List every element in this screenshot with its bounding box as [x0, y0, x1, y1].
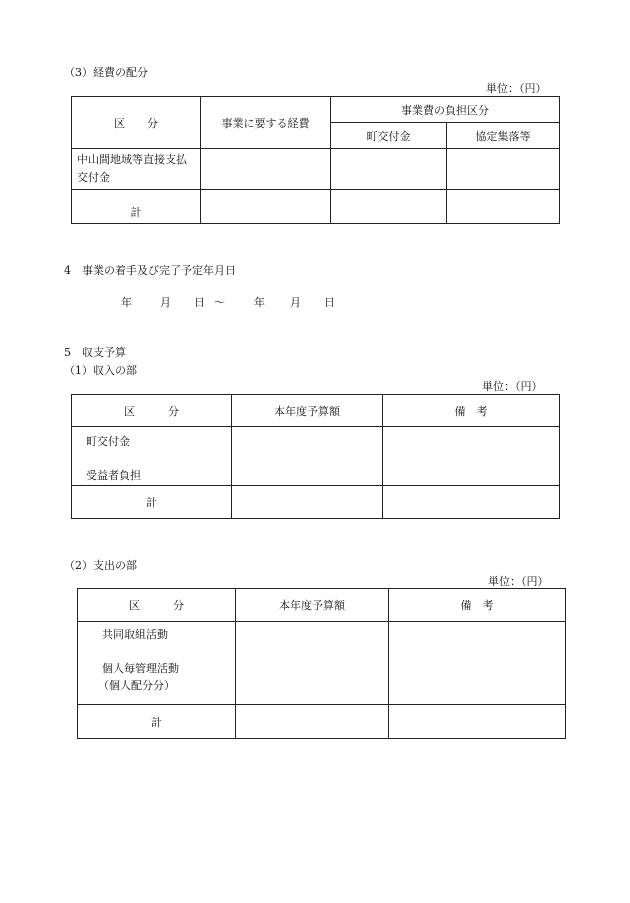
income-table [71, 394, 560, 519]
header-share: 事業費の負担区分 [331, 97, 560, 123]
cell-empty [201, 149, 331, 190]
income-total-label: 計 [72, 486, 232, 519]
header-cost: 事業に要する経費 [201, 97, 331, 149]
end-day-label: 日 [324, 296, 335, 309]
expense-subheading: （2）支出の部 [64, 559, 137, 572]
income-items-cell [72, 427, 232, 486]
income-subheading: （1）収入の部 [64, 364, 137, 377]
cell-empty [236, 622, 389, 705]
unit-label: 単位：（円） [488, 575, 549, 588]
income-beneficiary: 受益者負担 [86, 469, 141, 482]
unit-label: 単位：（円） [486, 82, 547, 95]
expense-total-label: 計 [78, 705, 236, 739]
cell-empty [383, 427, 560, 486]
end-month-label: 月 [290, 296, 301, 309]
cell-empty [447, 190, 560, 224]
cell-empty [389, 705, 566, 739]
cell-empty [201, 190, 331, 224]
start-month-label: 月 [160, 296, 171, 309]
header-kubun: 区 分 [78, 589, 236, 622]
row-grant-line2: 交付金 [77, 171, 110, 184]
end-year-label: 年 [254, 296, 265, 309]
cell-empty [236, 705, 389, 739]
section-3-heading: （3）経費の配分 [64, 66, 148, 79]
cell-empty [232, 486, 383, 519]
cell-empty [331, 149, 447, 190]
header-town-grant: 町交付金 [331, 123, 447, 149]
expense-individual-allocation: （個人配分分） [98, 679, 175, 692]
start-day-label: 日 [194, 296, 205, 309]
cell-empty [447, 149, 560, 190]
cell-empty [383, 486, 560, 519]
expense-items-cell [78, 622, 236, 705]
expense-table [77, 588, 566, 739]
unit-label: 単位：（円） [482, 380, 543, 393]
expense-joint-activity: 共同取組活動 [102, 628, 168, 641]
cost-allocation-table [71, 96, 560, 224]
header-budget: 本年度予算額 [236, 589, 389, 622]
header-kubun: 区 分 [72, 395, 232, 427]
header-note: 備 考 [389, 589, 566, 622]
header-association: 協定集落等 [447, 123, 560, 149]
cell-empty [389, 622, 566, 705]
row-grant-line1: 中山間地域等直接支払 [77, 153, 187, 166]
tilde-separator: ～ [214, 296, 225, 309]
header-note: 備 考 [383, 395, 560, 427]
row-total-label: 計 [72, 190, 201, 224]
section-4-heading: 4 事業の着手及び完了予定年月日 [64, 264, 236, 277]
header-budget: 本年度予算額 [232, 395, 383, 427]
section-5-heading: 5 収支予算 [64, 346, 126, 359]
expense-individual-activity: 個人毎管理活動 [102, 662, 179, 675]
start-year-label: 年 [121, 296, 132, 309]
cell-empty [232, 427, 383, 486]
header-kubun: 区 分 [72, 97, 201, 149]
income-town-grant: 町交付金 [86, 435, 130, 448]
schedule-dates [0, 294, 630, 310]
cell-empty [331, 190, 447, 224]
row-grant-label [72, 149, 201, 190]
